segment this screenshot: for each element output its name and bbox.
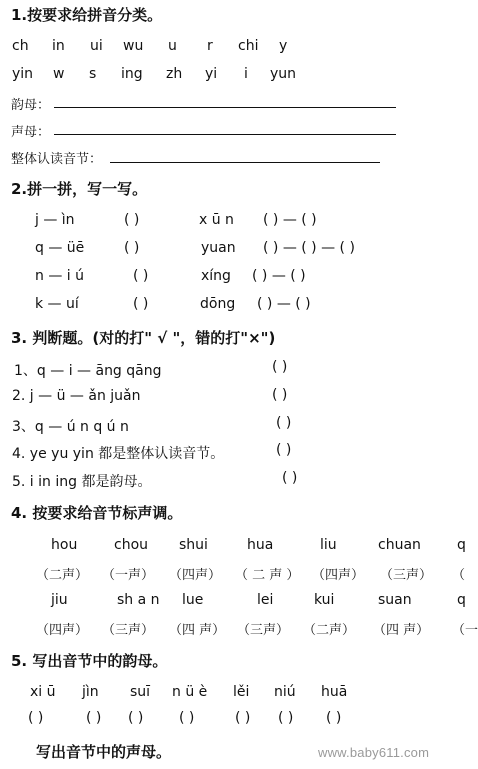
syllable: lue	[182, 592, 204, 608]
answer-line[interactable]	[110, 162, 380, 163]
pinyin-item: ui	[90, 38, 103, 54]
answer-paren[interactable]: ( )	[235, 710, 251, 726]
pinyin-item: i	[244, 66, 248, 82]
spell-item: q — üē	[35, 240, 85, 256]
syllable: chuan	[378, 537, 421, 553]
label-zhengti: 整体认读音节：	[11, 152, 103, 167]
answer-paren[interactable]: ( )	[282, 470, 298, 486]
section1-title: 1.按要求给拼音分类。	[11, 6, 163, 24]
pinyin-item: r	[207, 38, 213, 54]
tone-hint: （三声）	[237, 623, 290, 638]
judge-item: 3、q — ú n q ú n	[12, 419, 129, 435]
syllable: sh a n	[117, 592, 160, 608]
answer-paren[interactable]: ( )	[128, 710, 144, 726]
tone-hint: （二声）	[303, 623, 356, 638]
syllable: lěi	[233, 684, 250, 700]
syllable: hou	[51, 537, 78, 553]
answer-line[interactable]	[54, 107, 396, 108]
pinyin-item: w	[53, 66, 65, 82]
syllable: shui	[179, 537, 208, 553]
section6-title: 写出音节中的声母。	[36, 743, 172, 761]
pinyin-item: chi	[238, 38, 259, 54]
syllable: jiu	[51, 592, 68, 608]
spell-item: j — ìn	[35, 212, 75, 228]
pinyin-item: u	[168, 38, 177, 54]
answer-paren[interactable]: ( ) — ( )	[252, 268, 306, 284]
tone-hint: （一	[452, 623, 478, 638]
answer-paren[interactable]: ( )	[326, 710, 342, 726]
answer-paren[interactable]: ( )	[272, 387, 288, 403]
pinyin-item: yun	[270, 66, 297, 82]
answer-paren[interactable]: ( )	[278, 710, 294, 726]
pinyin-item: ch	[12, 38, 29, 54]
syllable: suan	[378, 592, 412, 608]
pinyin-item: y	[279, 38, 288, 54]
spell-item: dōng	[200, 296, 236, 312]
answer-paren[interactable]: ( ) — ( )	[257, 296, 311, 312]
syllable: niú	[274, 684, 296, 700]
answer-paren[interactable]: ( )	[133, 296, 149, 312]
syllable: xi ū	[30, 684, 56, 700]
tone-hint: （四声）	[169, 568, 222, 583]
answer-paren[interactable]: ( )	[276, 442, 292, 458]
answer-paren[interactable]: ( )	[124, 212, 140, 228]
section3-title: 3. 判断题。(对的打" √ "，错的打"×")	[11, 329, 276, 347]
answer-paren[interactable]: ( )	[179, 710, 195, 726]
pinyin-item: in	[52, 38, 65, 54]
syllable: q	[457, 537, 466, 553]
section2-title: 2.拼一拼，写一写。	[11, 180, 148, 198]
answer-paren[interactable]: ( )	[86, 710, 102, 726]
tone-hint: （ 二 声 ）	[235, 568, 300, 583]
syllable: chou	[114, 537, 149, 553]
syllable: lei	[257, 592, 274, 608]
answer-paren[interactable]: ( )	[272, 359, 288, 375]
syllable: q	[457, 592, 466, 608]
label-yunmu: 韵母：	[11, 98, 51, 113]
section4-title: 4. 按要求给音节标声调。	[11, 504, 183, 522]
answer-paren[interactable]: ( )	[124, 240, 140, 256]
spell-item: yuan	[201, 240, 236, 256]
pinyin-item: ing	[121, 66, 143, 82]
answer-paren[interactable]: ( )	[276, 415, 292, 431]
answer-paren[interactable]: ( )	[133, 268, 149, 284]
spell-item: k — uí	[35, 296, 79, 312]
tone-hint: （三声）	[102, 623, 155, 638]
syllable: liu	[320, 537, 337, 553]
judge-item: 2. j — ü — ǎn juǎn	[12, 388, 141, 404]
tone-hint: （三声）	[380, 568, 433, 583]
watermark: www.baby611.com	[318, 745, 430, 760]
spell-item: xíng	[201, 268, 231, 284]
syllable: jìn	[82, 684, 99, 700]
tone-hint: （四 声）	[373, 623, 430, 638]
pinyin-item: zh	[166, 66, 183, 82]
tone-hint: （四 声）	[169, 623, 226, 638]
spell-item: n — i ú	[35, 268, 84, 284]
pinyin-item: s	[89, 66, 97, 82]
syllable: n ü è	[172, 684, 208, 700]
syllable: kui	[314, 592, 335, 608]
answer-paren[interactable]: ( )	[28, 710, 44, 726]
judge-item: 1、q — i — āng qāng	[14, 363, 162, 379]
pinyin-item: yin	[12, 66, 34, 82]
pinyin-item: yi	[205, 66, 218, 82]
label-shengmu: 声母：	[11, 125, 51, 140]
syllable: suī	[130, 684, 151, 700]
answer-paren[interactable]: ( ) — ( )	[263, 212, 317, 228]
tone-hint: （	[452, 568, 466, 583]
tone-hint: （二声）	[36, 568, 89, 583]
judge-item: 5. i in ing 都是韵母。	[12, 474, 152, 490]
judge-item: 4. ye yu yin 都是整体认读音节。	[12, 446, 225, 462]
section5-title: 5. 写出音节中的韵母。	[11, 652, 168, 670]
answer-paren[interactable]: ( ) — ( ) — ( )	[263, 240, 355, 256]
tone-hint: （一声）	[102, 568, 155, 583]
syllable: hua	[247, 537, 274, 553]
tone-hint: （四声）	[36, 623, 89, 638]
answer-line[interactable]	[54, 134, 396, 135]
spell-item: x ū n	[199, 212, 234, 228]
syllable: huā	[321, 684, 348, 700]
tone-hint: （四声）	[312, 568, 365, 583]
pinyin-item: wu	[123, 38, 144, 54]
